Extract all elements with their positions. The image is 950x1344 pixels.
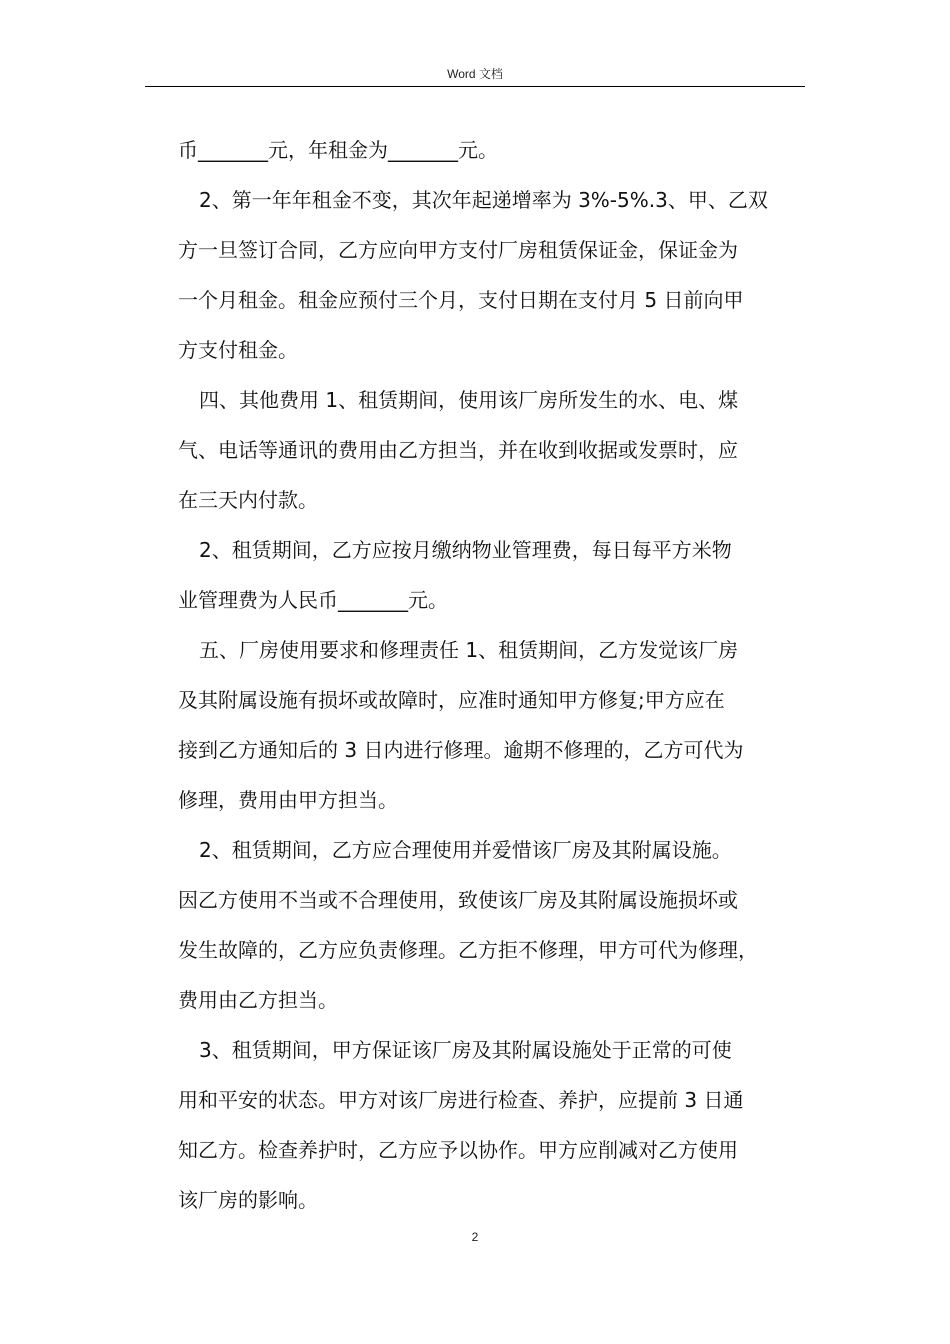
text-line: 3、租赁期间，甲方保证该厂房及其附属设施处于正常的可使 [199, 1038, 732, 1062]
text-line: 五、厂房使用要求和修理责任 1、租赁期间，乙方发觉该厂房 [199, 638, 739, 662]
header-divider [145, 86, 805, 87]
page-header [0, 66, 950, 82]
text-line: 用和平安的状态。甲方对该厂房进行检查、养护，应提前 3 日通 [178, 1088, 744, 1112]
text-line: 币_______元，年租金为_______元。 [178, 138, 498, 162]
page-number: 2 [471, 1230, 479, 1244]
text-line: 在三天内付款。 [178, 488, 318, 512]
text-line: 气、电话等通讯的费用由乙方担当，并在收到收据或发票时，应 [178, 438, 738, 462]
header-title: Word 文档 [447, 67, 503, 81]
text-line: 发生故障的，乙方应负责修理。乙方拒不修理，甲方可代为修理， [178, 938, 758, 962]
text-line: 修理，费用由甲方担当。 [178, 788, 398, 812]
text-line: 该厂房的影响。 [178, 1188, 318, 1212]
text-line: 接到乙方通知后的 3 日内进行修理。逾期不修理的，乙方可代为 [178, 738, 744, 762]
text-line: 2、租赁期间，乙方应按月缴纳物业管理费，每日每平方米物 [199, 538, 732, 562]
text-line: 一个月租金。租金应预付三个月，支付日期在支付月 5 日前向甲 [178, 288, 744, 312]
text-line: 方支付租金。 [178, 338, 298, 362]
text-line: 2、租赁期间，乙方应合理使用并爱惜该厂房及其附属设施。 [199, 838, 732, 862]
text-line: 业管理费为人民币_______元。 [178, 588, 448, 612]
text-line: 知乙方。检查养护时，乙方应予以协作。甲方应削减对乙方使用 [178, 1138, 738, 1162]
text-line: 及其附属设施有损坏或故障时，应准时通知甲方修复;甲方应在 [178, 688, 725, 712]
text-line: 2、第一年年租金不变，其次年起递增率为 3%-5%.3、甲、乙双 [199, 188, 768, 212]
text-line: 方一旦签订合同，乙方应向甲方支付厂房租赁保证金，保证金为 [178, 238, 738, 262]
text-line: 费用由乙方担当。 [178, 988, 338, 1012]
text-line: 因乙方使用不当或不合理使用，致使该厂房及其附属设施损坏或 [178, 888, 738, 912]
document-body [178, 125, 838, 1225]
text-line: 四、其他费用 1、租赁期间，使用该厂房所发生的水、电、煤 [199, 388, 739, 412]
